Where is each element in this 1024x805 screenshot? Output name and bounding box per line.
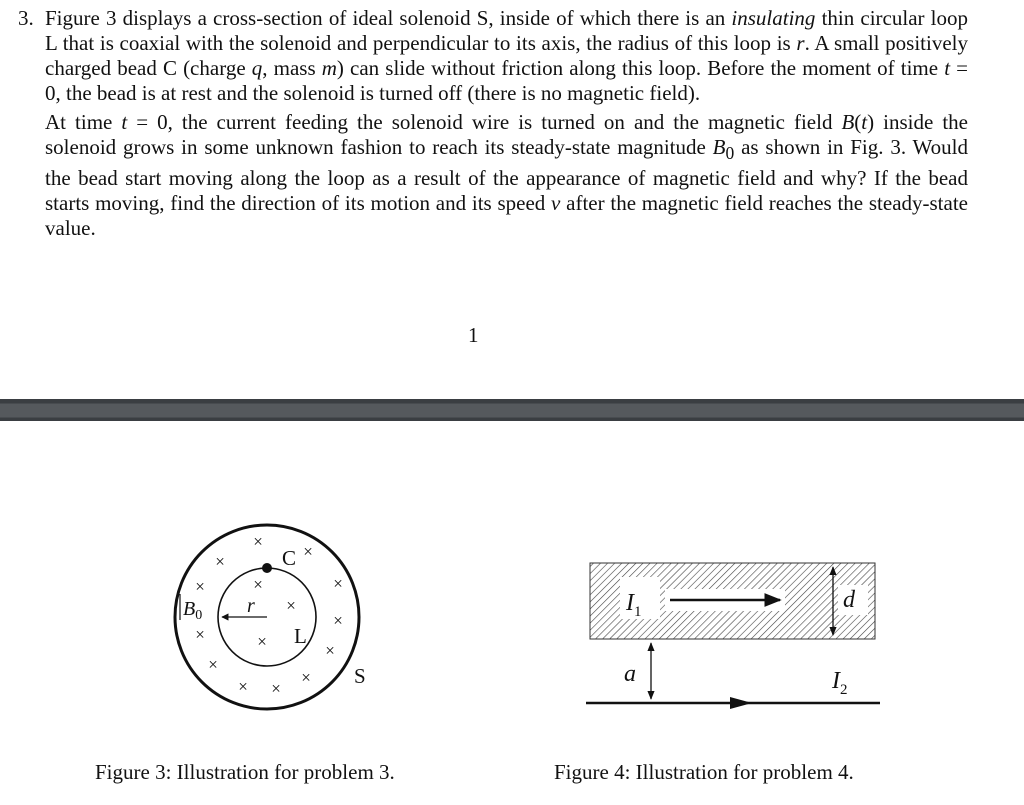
problem-paragraph-1: Figure 3 displays a cross-section of ideal solenoid S, inside of which there is an insulating thin circular loop L that is coaxial with the solenoid and perpendicular to its axis, the radius of this loop is r. A small positively charged bead C (charge q, mass m) can slide without friction along this loop. Before the moment of time t = 0, the bead is at rest and the solenoid is turned off (there is no magnetic field). <box>45 6 969 105</box>
problem-paragraph-2: At time t = 0, the current feeding the solenoid wire is turned on and the magnetic field B(t) inside the solenoid grows in some unknown fashion to reach its steady-state magnitude $B_0$ as shown in Fig. 3. Would the bead start moving along the loop as a result of the appearance of magnetic field and why? If the bead starts moving, find the direction of its motion and its speed v after the magnetic field reaches the steady-state value. <box>45 110 968 241</box>
math-symbol: t <box>121 110 128 134</box>
label-B0: $B_0$ <box>183 598 203 623</box>
label-a: a <box>624 661 636 687</box>
math-symbol: t <box>861 110 868 134</box>
label-d: d <box>843 587 855 613</box>
page-number: 1 <box>468 323 479 347</box>
figure-3-caption: Figure 3: Illustration for problem 3. <box>95 760 395 784</box>
problem-number: 3. <box>18 6 34 30</box>
field-cross: × <box>195 577 205 596</box>
math-symbol: B <box>841 110 855 134</box>
field-cross: × <box>253 575 263 594</box>
label-C: C <box>282 546 297 570</box>
label-I1: $I_1$ <box>626 590 642 620</box>
subscript: 0 <box>725 143 735 164</box>
math-symbol: q <box>251 56 263 80</box>
math-symbol: m <box>321 56 337 80</box>
field-cross: × <box>333 611 343 630</box>
bead <box>262 563 272 573</box>
field-cross: × <box>286 596 296 615</box>
field-cross: × <box>325 641 335 660</box>
math-symbol: t <box>944 56 951 80</box>
math-symbol: B <box>712 135 726 159</box>
label-S: S <box>354 664 366 688</box>
math-symbol: r <box>796 31 805 55</box>
field-cross: × <box>238 677 248 696</box>
field-cross: × <box>253 532 263 551</box>
page-divider <box>0 399 1024 421</box>
figure-3-solenoid <box>170 520 380 730</box>
problem-3 <box>18 6 968 241</box>
label-L: L <box>294 624 307 648</box>
field-cross: × <box>303 542 313 561</box>
field-cross: × <box>195 625 205 644</box>
field-cross: × <box>301 668 311 687</box>
emphasis: insulating <box>731 6 816 30</box>
field-cross: × <box>271 679 281 698</box>
field-cross: × <box>215 552 225 571</box>
label-I2: $I_2$ <box>832 668 848 698</box>
current-arrow-I2 <box>730 697 752 709</box>
field-cross: × <box>208 655 218 674</box>
figure-4-caption: Figure 4: Illustration for problem 4. <box>554 760 854 784</box>
field-cross: × <box>333 574 343 593</box>
label-r: r <box>247 595 255 617</box>
math-symbol: v <box>551 191 561 216</box>
field-cross: × <box>257 632 267 651</box>
figure-4-wires <box>580 555 890 720</box>
